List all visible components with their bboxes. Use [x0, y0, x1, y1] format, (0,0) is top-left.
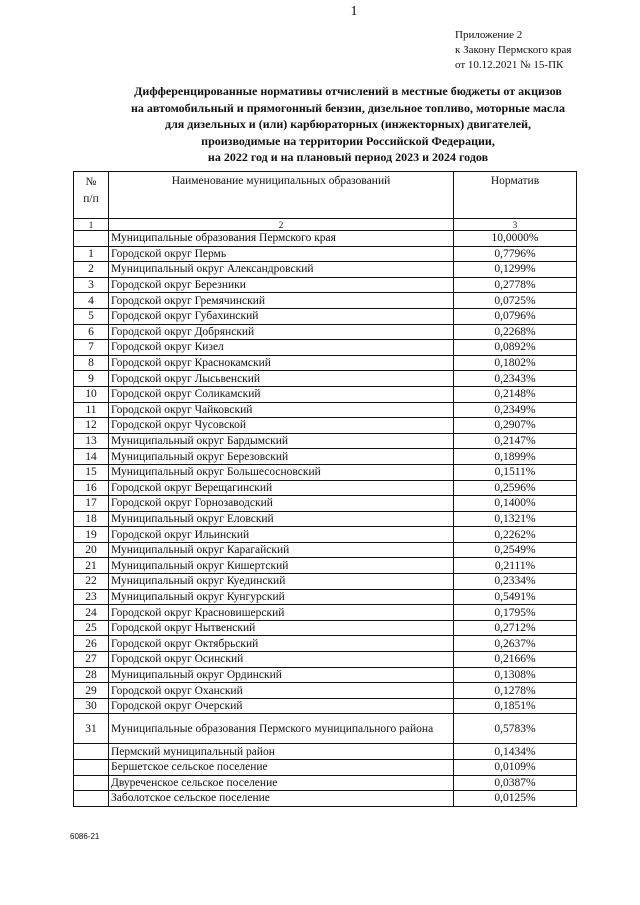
table-row — [74, 667, 577, 683]
table-row — [74, 293, 577, 309]
municipality-name: Городской округ Краснокамский — [109, 355, 454, 371]
municipality-name: Городской округ Кизел — [109, 340, 454, 356]
norm-value: 0,2349% — [454, 402, 577, 418]
municipality-name: Заболотское сельское поселение — [109, 791, 454, 807]
column-number: 1 — [74, 219, 109, 231]
norm-value: 0,1321% — [454, 511, 577, 527]
norm-value: 0,1795% — [454, 605, 577, 621]
header-value: Норматив — [454, 172, 577, 219]
appendix-line-1: Приложение 2 — [455, 29, 523, 41]
norm-value: 0,2907% — [454, 418, 577, 434]
page-number: 1 — [350, 4, 358, 19]
municipality-name: Городской округ Пермь — [109, 246, 454, 262]
municipality-name: Городской округ Нытвенский — [109, 620, 454, 636]
table-row — [74, 775, 577, 791]
row-number: 29 — [74, 683, 109, 699]
table-row — [74, 386, 577, 402]
title-line: на автомобильный и прямогонный бензин, дизельное топливо, моторные масла — [131, 100, 565, 115]
norm-value: 0,0892% — [454, 340, 577, 356]
row-number: 18 — [74, 511, 109, 527]
appendix-line-3: от 10.12.2021 № 15-ПК — [455, 59, 564, 71]
municipality-name: Муниципальный округ Большесосновский — [109, 464, 454, 480]
header-number-line-1: № — [85, 176, 97, 188]
municipality-name: Городской округ Гремячинский — [109, 293, 454, 309]
norm-value: 0,2596% — [454, 480, 577, 496]
row-number — [74, 231, 109, 247]
norm-value: 0,2343% — [454, 371, 577, 387]
municipality-name: Городской округ Очерский — [109, 698, 454, 714]
municipality-name: Городской округ Ильинский — [109, 527, 454, 543]
row-number: 21 — [74, 558, 109, 574]
table-row — [74, 324, 577, 340]
table-row — [74, 714, 577, 744]
municipality-name: Городской округ Чайковский — [109, 402, 454, 418]
norm-value: 0,2549% — [454, 542, 577, 558]
table-body — [74, 219, 577, 807]
table-row — [74, 418, 577, 434]
norm-value: 0,1899% — [454, 449, 577, 465]
municipality-name: Муниципальный округ Кунгурский — [109, 589, 454, 605]
row-number: 24 — [74, 605, 109, 621]
table-row — [74, 246, 577, 262]
norm-value: 0,1511% — [454, 464, 577, 480]
table-row — [74, 527, 577, 543]
row-number: 10 — [74, 386, 109, 402]
table-row — [74, 620, 577, 636]
municipality-name: Городской округ Добрянский — [109, 324, 454, 340]
municipality-name: Муниципальный округ Карагайский — [109, 542, 454, 558]
header-number — [74, 172, 109, 219]
row-number: 26 — [74, 636, 109, 652]
table-row — [74, 355, 577, 371]
row-number: 11 — [74, 402, 109, 418]
municipality-name: Муниципальный округ Березовский — [109, 449, 454, 465]
column-number: 3 — [454, 219, 577, 231]
row-number: 13 — [74, 433, 109, 449]
table-row — [74, 605, 577, 621]
table-header-row — [74, 172, 577, 219]
table-row — [74, 449, 577, 465]
appendix-line-2: к Закону Пермского края — [455, 44, 572, 56]
title-line: на 2022 год и на плановый период 2023 и 2024 годов — [207, 150, 489, 164]
table-row — [74, 542, 577, 558]
norm-value: 0,2111% — [454, 558, 577, 574]
norm-value: 0,2268% — [454, 324, 577, 340]
row-number — [74, 760, 109, 776]
table-row — [74, 636, 577, 652]
norm-value: 0,7796% — [454, 246, 577, 262]
table-row — [74, 698, 577, 714]
row-number — [74, 775, 109, 791]
row-number: 9 — [74, 371, 109, 387]
row-number: 31 — [74, 714, 109, 744]
title-line: для дизельных и (или) карбюраторных (инжекторных) двигателей, — [165, 117, 531, 131]
row-number: 22 — [74, 574, 109, 590]
municipality-name: Городской округ Губахинский — [109, 308, 454, 324]
municipality-name: Пермский муниципальный район — [109, 744, 454, 760]
row-number — [74, 744, 109, 760]
norm-value: 0,1802% — [454, 355, 577, 371]
municipality-name: Муниципальный округ Еловский — [109, 511, 454, 527]
municipality-name: Городской округ Березники — [109, 277, 454, 293]
municipality-name: Муниципальные образования Пермского края — [109, 231, 454, 247]
norm-value: 0,1299% — [454, 262, 577, 278]
norm-value: 0,2334% — [454, 574, 577, 590]
municipality-name: Муниципальный округ Кишертский — [109, 558, 454, 574]
header-name: Наименование муниципальных образований — [109, 172, 454, 219]
norm-value: 0,1851% — [454, 698, 577, 714]
municipality-name: Городской округ Соликамский — [109, 386, 454, 402]
row-number: 12 — [74, 418, 109, 434]
municipality-name: Городской округ Октябрьский — [109, 636, 454, 652]
norm-value: 0,5783% — [454, 714, 577, 744]
norm-value: 0,1308% — [454, 667, 577, 683]
norm-value: 0,1434% — [454, 744, 577, 760]
municipality-name: Городской округ Чусовской — [109, 418, 454, 434]
municipality-name: Городской округ Лысьвенский — [109, 371, 454, 387]
table-row — [74, 683, 577, 699]
municipality-name: Муниципальный округ Александровский — [109, 262, 454, 278]
norm-value: 0,0725% — [454, 293, 577, 309]
row-number: 23 — [74, 589, 109, 605]
table-row — [74, 433, 577, 449]
row-number: 27 — [74, 652, 109, 668]
title-line: Дифференцированные нормативы отчислений в местные бюджеты от акцизов — [134, 84, 562, 98]
column-numbering-row — [74, 219, 577, 231]
norm-value: 0,2166% — [454, 652, 577, 668]
table-row — [74, 760, 577, 776]
row-number — [74, 791, 109, 807]
norm-value: 0,0125% — [454, 791, 577, 807]
municipality-name: Муниципальный округ Куединский — [109, 574, 454, 590]
table-row — [74, 340, 577, 356]
municipality-name: Муниципальный округ Ординский — [109, 667, 454, 683]
table-row — [74, 464, 577, 480]
column-number: 2 — [109, 219, 454, 231]
table-row — [74, 558, 577, 574]
table-row — [74, 402, 577, 418]
table-row — [74, 574, 577, 590]
table-row — [74, 652, 577, 668]
appendix-header — [455, 28, 571, 73]
table-row — [74, 277, 577, 293]
row-number: 25 — [74, 620, 109, 636]
municipality-name: Бершетское сельское поселение — [109, 760, 454, 776]
norm-value: 0,5491% — [454, 589, 577, 605]
row-number: 3 — [74, 277, 109, 293]
table-row — [74, 231, 577, 247]
norm-value: 0,2712% — [454, 620, 577, 636]
row-number: 2 — [74, 262, 109, 278]
row-number: 4 — [74, 293, 109, 309]
table-row — [74, 511, 577, 527]
table-row — [74, 791, 577, 807]
row-number: 14 — [74, 449, 109, 465]
row-number: 30 — [74, 698, 109, 714]
table-row — [74, 262, 577, 278]
norm-value: 0,2637% — [454, 636, 577, 652]
row-number: 20 — [74, 542, 109, 558]
row-number: 28 — [74, 667, 109, 683]
row-number: 6 — [74, 324, 109, 340]
table-row — [74, 308, 577, 324]
row-number: 8 — [74, 355, 109, 371]
table-row — [74, 496, 577, 512]
document-code: 6086-21 — [70, 832, 100, 841]
norm-value: 0,1278% — [454, 683, 577, 699]
norm-value: 0,1400% — [454, 496, 577, 512]
table-row — [74, 589, 577, 605]
municipality-name: Городской округ Верещагинский — [109, 480, 454, 496]
document-title — [70, 83, 626, 166]
row-number: 16 — [74, 480, 109, 496]
row-number: 1 — [74, 246, 109, 262]
table-row — [74, 371, 577, 387]
municipality-name: Двуреченское сельское поселение — [109, 775, 454, 791]
table-row — [74, 480, 577, 496]
municipality-name: Муниципальный округ Бардымский — [109, 433, 454, 449]
municipality-name: Городской округ Осинский — [109, 652, 454, 668]
norm-value: 0,2147% — [454, 433, 577, 449]
header-number-line-2: п/п — [83, 193, 99, 205]
municipality-name: Городской округ Горнозаводский — [109, 496, 454, 512]
norm-value: 0,2778% — [454, 277, 577, 293]
norm-value: 0,2148% — [454, 386, 577, 402]
municipality-name: Муниципальные образования Пермского муниципального района — [109, 714, 454, 744]
row-number: 17 — [74, 496, 109, 512]
title-line: производимые на территории Российской Федерации, — [201, 133, 495, 148]
row-number: 15 — [74, 464, 109, 480]
table-row — [74, 744, 577, 760]
norms-table — [73, 171, 577, 807]
norm-value: 10,0000% — [454, 231, 577, 247]
norm-value: 0,0796% — [454, 308, 577, 324]
municipality-name: Городской округ Красновишерский — [109, 605, 454, 621]
row-number: 7 — [74, 340, 109, 356]
norm-value: 0,0387% — [454, 775, 577, 791]
row-number: 19 — [74, 527, 109, 543]
row-number: 5 — [74, 308, 109, 324]
norm-value: 0,2262% — [454, 527, 577, 543]
municipality-name: Городской округ Оханский — [109, 683, 454, 699]
norm-value: 0,0109% — [454, 760, 577, 776]
